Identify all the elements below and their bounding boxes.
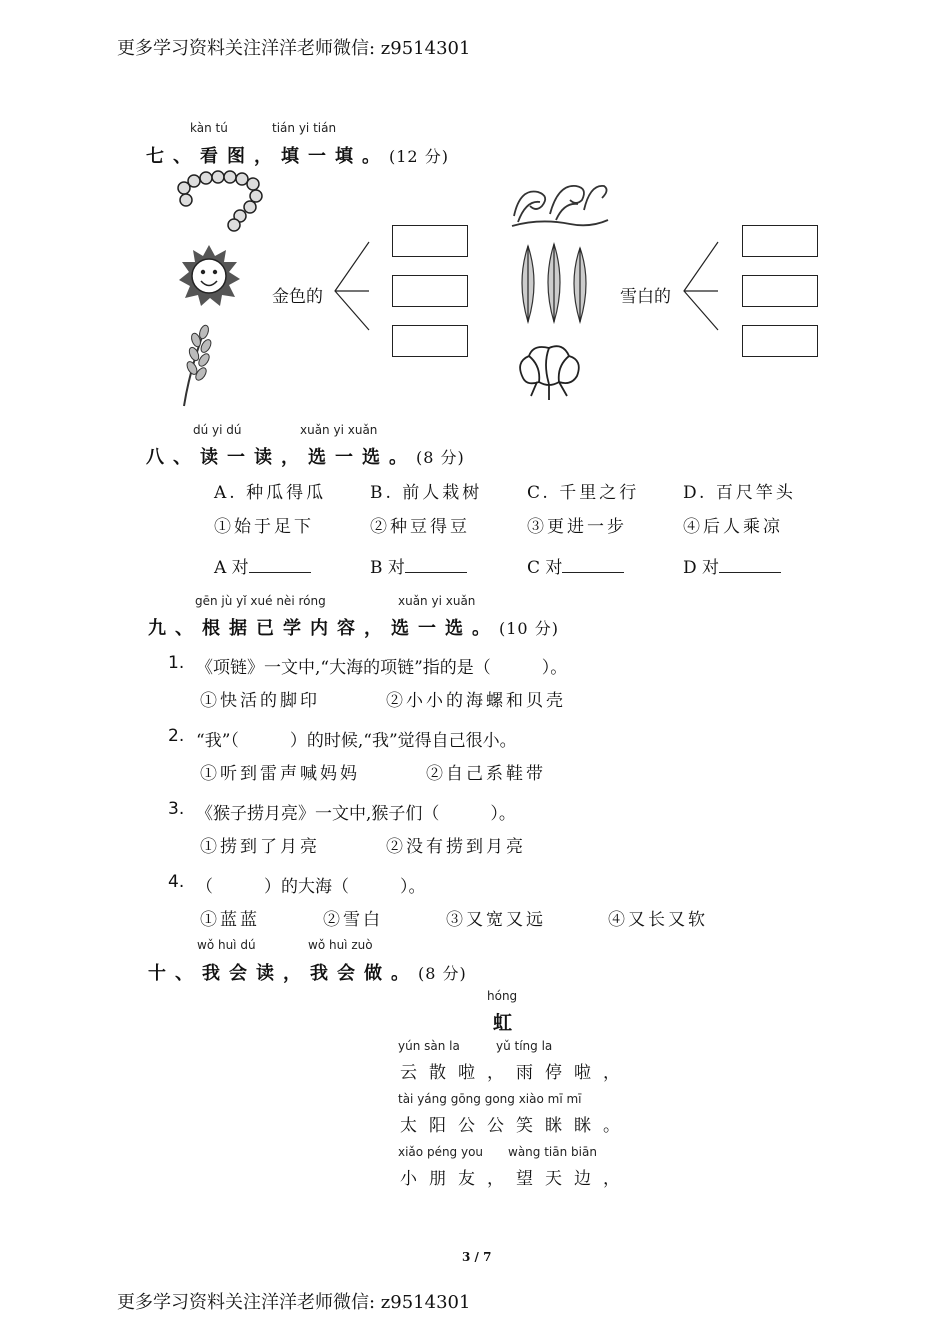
sun-icon <box>174 245 244 307</box>
pinyin: xuǎn yi xuǎn <box>398 594 476 608</box>
section-title: 八、读一读，选一选。 <box>146 447 416 468</box>
pinyin: yún sàn la <box>398 1039 460 1053</box>
page-header: 更多学习资料关注洋洋老师微信: z9514301 <box>117 38 471 59</box>
answer-label: D 对 <box>683 558 720 578</box>
section8-heading <box>146 443 465 469</box>
poem-title-pinyin: hóng <box>487 989 518 1003</box>
pinyin: wǒ huì dú <box>197 938 256 952</box>
question-number: 4. <box>168 872 185 892</box>
right-label: 雪白的 <box>620 287 671 307</box>
choice: ①捞到了月亮 <box>200 837 320 857</box>
option: B. 前人栽树 <box>370 483 483 503</box>
pinyin: yǔ tíng la <box>496 1039 553 1053</box>
question-text: 《猴子捞月亮》一文中,猴子们（ ）。 <box>196 804 516 824</box>
choice: ②没有捞到月亮 <box>386 837 526 857</box>
question-text: （ ）的大海（ ）。 <box>196 877 426 897</box>
answer-blank[interactable] <box>562 556 624 573</box>
answer-box[interactable] <box>742 275 818 307</box>
pinyin: tài yáng gōng gong xiào mī mī <box>398 1092 582 1106</box>
answer-line <box>527 553 624 578</box>
answer-box[interactable] <box>742 225 818 257</box>
poem-line: 太阳公公笑眯眯。 <box>400 1116 632 1136</box>
poem-title: 虹 <box>493 1012 513 1034</box>
question-number: 1. <box>168 653 185 673</box>
question-text: 《项链》一文中,“大海的项链”指的是（ ）。 <box>196 658 568 678</box>
answer-blank[interactable] <box>405 556 467 573</box>
pinyin: dú yi dú <box>193 423 242 437</box>
poem-line: 小朋友，望天边， <box>400 1169 632 1189</box>
question-number: 3. <box>168 799 185 819</box>
necklace-icon <box>174 170 264 232</box>
feathers-icon <box>512 242 602 324</box>
choice: ③又宽又远 <box>446 910 546 930</box>
answer-line <box>214 553 311 578</box>
option: ①始于足下 <box>214 517 314 537</box>
page-number: 3 / 7 <box>462 1250 492 1264</box>
pinyin: tián yi tián <box>272 121 337 135</box>
left-label: 金色的 <box>272 287 323 307</box>
section-score: (10 分) <box>499 619 559 638</box>
answer-line <box>683 553 781 578</box>
answer-box[interactable] <box>392 225 468 257</box>
section-score: (12 分) <box>389 147 449 166</box>
choice: ①快活的脚印 <box>200 691 320 711</box>
pinyin: wǒ huì zuò <box>308 938 373 952</box>
waves-icon <box>510 174 610 228</box>
section-title: 九、根据已学内容，选一选。 <box>148 618 499 639</box>
pinyin: xuǎn yi xuǎn <box>300 423 378 437</box>
pinyin: wàng tiān biān <box>508 1145 597 1159</box>
answer-blank[interactable] <box>719 556 781 573</box>
section9-heading <box>148 614 559 640</box>
answer-blank[interactable] <box>249 556 311 573</box>
pinyin: xiǎo péng you <box>398 1145 484 1159</box>
poem-line: 云散啦，雨停啦， <box>400 1063 632 1083</box>
option: C. 千里之行 <box>527 483 640 503</box>
pinyin: kàn tú <box>190 121 228 135</box>
answer-label: C 对 <box>527 558 563 578</box>
answer-line <box>370 553 467 578</box>
cotton-icon <box>513 340 585 408</box>
choice: ④又长又软 <box>608 910 708 930</box>
choice: ②雪白 <box>323 910 383 930</box>
option: ③更进一步 <box>527 517 627 537</box>
answer-box[interactable] <box>392 325 468 357</box>
choice: ②自己系鞋带 <box>426 764 546 784</box>
section-score: (8 分) <box>418 964 467 983</box>
question-number: 2. <box>168 726 185 746</box>
choice: ①听到雷声喊妈妈 <box>200 764 360 784</box>
section10-heading <box>148 959 467 985</box>
answer-label: B 对 <box>370 558 405 578</box>
option: ②种豆得豆 <box>370 517 470 537</box>
branch-lines-left <box>333 240 373 334</box>
branch-lines-right <box>682 240 722 334</box>
wheat-icon <box>176 318 222 408</box>
page-footer: 更多学习资料关注洋洋老师微信: z9514301 <box>117 1292 471 1313</box>
choice: ①蓝蓝 <box>200 910 260 930</box>
option: D. 百尺竿头 <box>683 483 796 503</box>
pinyin: gēn jù yǐ xué nèi róng <box>195 594 326 608</box>
question-text: “我”（ ）的时候,“我”觉得自己很小。 <box>196 731 517 751</box>
answer-box[interactable] <box>392 275 468 307</box>
section-score: (8 分) <box>416 448 465 467</box>
section-title: 七、看图，填一填。 <box>146 146 389 167</box>
answer-box[interactable] <box>742 325 818 357</box>
answer-label: A 对 <box>214 558 249 578</box>
choice: ②小小的海螺和贝壳 <box>386 691 566 711</box>
section-title: 十、我会读，我会做。 <box>148 963 418 984</box>
option: A. 种瓜得瓜 <box>214 483 327 503</box>
option: ④后人乘凉 <box>683 517 783 537</box>
section7-heading <box>146 142 449 168</box>
